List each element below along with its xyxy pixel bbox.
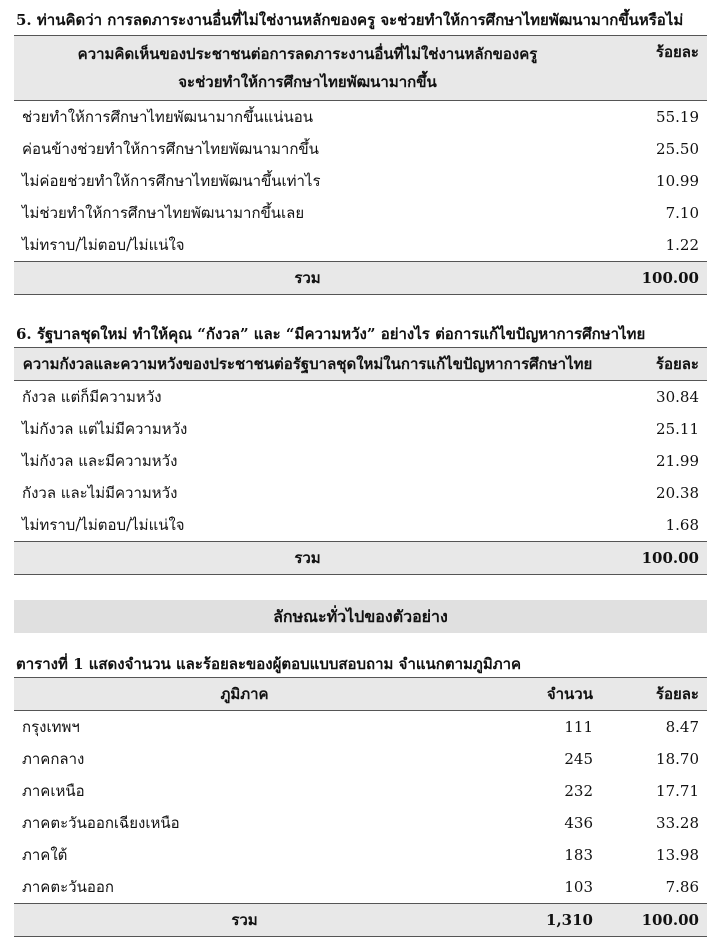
section6-table [14,347,707,575]
sample-characteristics-banner: ลักษณะทั่วไปของตัวอย่าง [14,600,707,633]
row-region: ภาคเหนือ [22,782,85,800]
section6-header: ความกังวลและความหวังของประชาชนต่อรัฐบาลชุดใหม่ในการแก้ไขปัญหาการศึกษาไทย [14,348,601,381]
table-row [14,229,707,262]
total-pct: 100.00 [601,542,707,575]
table-row [14,197,707,229]
row-region: ภาคกลาง [22,750,85,768]
row-label: ช่วยทำให้การศึกษาไทยพัฒนามากขึ้นแน่นอน [22,108,314,126]
total-row [14,904,707,937]
row-pct: 7.10 [665,204,699,222]
total-label: รวม [14,542,601,575]
total-count: 1,310 [475,904,601,937]
row-count: 245 [564,750,593,768]
table-row [14,871,707,904]
row-pct: 10.99 [656,172,699,190]
table-row [14,509,707,542]
row-region: ภาคใต้ [22,846,68,864]
row-pct: 20.38 [656,484,699,502]
row-region: ภาคตะวันออกเฉียงเหนือ [22,814,180,832]
row-count: 232 [564,782,593,800]
row-pct: 7.86 [665,878,699,896]
total-row [14,542,707,575]
section5-header [14,36,601,101]
row-region: กรุงเทพฯ [22,718,80,736]
row-pct: 30.84 [656,388,699,406]
row-pct: 55.19 [656,108,699,126]
region-table [14,677,707,937]
section5-header-pct: ร้อยละ [601,36,707,101]
row-count: 436 [564,814,593,832]
row-count: 183 [564,846,593,864]
table-row [14,381,707,414]
row-label: ไม่กังวล แต่ไม่มีความหวัง [22,420,188,438]
table-row [14,133,707,165]
row-label: ไม่ทราบ/ไม่ตอบ/ไม่แน่ใจ [22,516,185,534]
row-pct: 17.71 [656,782,699,800]
row-label: กังวล แต่ก็มีความหวัง [22,388,162,406]
row-label: ค่อนข้างช่วยทำให้การศึกษาไทยพัฒนามากขึ้น [22,140,319,158]
table-row [14,711,707,744]
header-pct: ร้อยละ [601,678,707,711]
row-pct: 21.99 [656,452,699,470]
section5-table [14,35,707,295]
total-pct: 100.00 [601,904,707,937]
table-row [14,165,707,197]
table-row [14,445,707,477]
section5-header-line2: จะช่วยทำให้การศึกษาไทยพัฒนามากขึ้น [178,73,437,91]
row-pct: 1.22 [665,236,699,254]
table-row [14,477,707,509]
row-pct: 18.70 [656,750,699,768]
table-row [14,101,707,134]
total-label: รวม [14,262,601,295]
table1-title: ตารางที่ 1 แสดงจำนวน และร้อยละของผู้ตอบแบบสอบถาม จำแนกตามภูมิภาค [16,655,522,673]
section5-header-line1: ความคิดเห็นของประชาชนต่อการลดภาระงานอื่นที่ไม่ใช่งานหลักของครู [77,45,538,63]
row-label: ไม่ทราบ/ไม่ตอบ/ไม่แน่ใจ [22,236,185,254]
total-row [14,262,707,295]
table-row [14,839,707,871]
row-pct: 25.11 [656,420,699,438]
row-pct: 25.50 [656,140,699,158]
table-row [14,807,707,839]
row-label: กังวล และไม่มีความหวัง [22,484,178,502]
table-row [14,413,707,445]
row-pct: 8.47 [665,718,699,736]
total-label: รวม [14,904,475,937]
row-pct: 33.28 [656,814,699,832]
row-label: ไม่ค่อยช่วยทำให้การศึกษาไทยพัฒนาขึ้นเท่าไร [22,172,321,190]
row-pct: 13.98 [656,846,699,864]
table-row [14,743,707,775]
section6-header-pct: ร้อยละ [601,348,707,381]
header-count: จำนวน [475,678,601,711]
section6-title: 6. รัฐบาลชุดใหม่ ทำให้คุณ “กังวล” และ “มีความหวัง” อย่างไร ต่อการแก้ไขปัญหาการศึกษาไทย [16,325,646,343]
row-pct: 1.68 [665,516,699,534]
table-row [14,775,707,807]
row-count: 103 [564,878,593,896]
row-label: ไม่กังวล และมีความหวัง [22,452,178,470]
row-count: 111 [564,718,593,736]
total-pct: 100.00 [601,262,707,295]
row-region: ภาคตะวันออก [22,878,114,896]
row-label: ไม่ช่วยทำให้การศึกษาไทยพัฒนามากขึ้นเลย [22,204,305,222]
section5-title: 5. ท่านคิดว่า การลดภาระงานอื่นที่ไม่ใช่งานหลักของครู จะช่วยทำให้การศึกษาไทยพัฒนามากขึ้นหรือไม่ [16,11,684,29]
header-region: ภูมิภาค [14,678,475,711]
